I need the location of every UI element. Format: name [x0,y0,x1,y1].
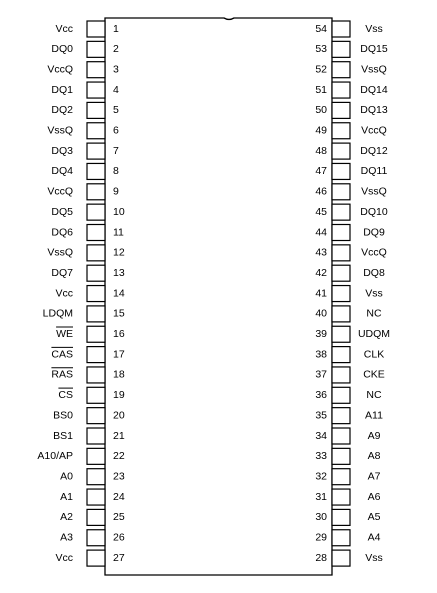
pin-label-right: A11 [365,409,383,422]
pin-label-left: DQ6 [51,226,73,239]
pin-label-left: VccQ [47,63,73,76]
pin-label-right: NC [366,307,382,320]
pin-label-left: A1 [60,490,73,503]
pin-label-right: A9 [367,429,381,442]
pin-label-left: DQ2 [51,104,73,117]
pin-number-left: 15 [113,307,125,320]
pin-pad-left [87,184,105,200]
pin-label-right: DQ13 [360,104,388,117]
pin-label-right: VssQ [361,63,387,76]
pin-pad-left [87,225,105,241]
ic-body [105,18,332,575]
pin-number-left: 12 [113,246,125,259]
pin-label-left: VccQ [47,185,73,198]
pin-pad-left [87,509,105,525]
pin-number-left: 19 [113,389,125,402]
pin-number-right: 35 [315,409,327,422]
pin-number-right: 46 [315,185,327,198]
pin-label-left: DQ5 [51,205,73,218]
pin-pad-left [87,265,105,281]
pin-pad-right [332,123,350,139]
pin-label-left: LDQM [42,307,73,320]
pin-label-left: A0 [60,470,73,483]
pin-label-right: CLK [363,348,385,361]
pin-label-right: Vss [365,287,383,300]
pin-pad-left [87,62,105,78]
pin-label-left: DQ3 [51,144,73,157]
pin-label-right: DQ14 [360,83,388,96]
pin-number-left: 13 [113,266,125,279]
pin-pad-right [332,387,350,403]
pin-label-left: CS [58,389,73,402]
pin-label-right: A8 [367,450,381,463]
pin-pad-right [332,469,350,485]
pin-number-left: 10 [113,205,125,218]
pin-number-left: 22 [113,450,125,463]
pin-pad-right [332,530,350,546]
pin-number-right: 29 [315,531,327,544]
pin-number-left: 24 [113,490,125,503]
pin-pad-left [87,489,105,505]
pin-pad-left [87,530,105,546]
pin-label-left: Vcc [55,287,73,300]
pin-pad-left [87,448,105,464]
pin-number-right: 48 [315,144,327,157]
pin-pad-left [87,123,105,139]
pin-pad-left [87,245,105,261]
pin-pad-right [332,326,350,342]
pin-label-right: A7 [367,470,381,483]
pin-pad-right [332,41,350,57]
pin-pad-right [332,143,350,159]
pin-pad-right [332,286,350,302]
pin-number-right: 36 [315,389,327,402]
pin-label-left: WE [56,328,73,341]
pin-label-right: DQ8 [363,266,385,279]
pin-number-left: 3 [113,63,119,76]
pin-pad-right [332,509,350,525]
pin-number-left: 9 [113,185,119,198]
pin-label-right: CKE [363,368,385,381]
pin-number-right: 31 [315,490,327,503]
pin-pad-left [87,143,105,159]
pin-number-left: 21 [113,429,125,442]
pin-label-right: VccQ [361,124,387,137]
pin-number-right: 32 [315,470,327,483]
pin-pad-right [332,428,350,444]
pin-label-right: A6 [367,490,381,503]
pin-label-right: UDQM [357,328,391,341]
pin-pad-left [87,428,105,444]
pin-pad-right [332,448,350,464]
pin-label-right: Vss [365,22,383,35]
pin-number-left: 27 [113,551,125,564]
pin-label-left: CAS [51,348,73,361]
pin-number-left: 7 [113,144,119,157]
pin-number-right: 30 [315,511,327,524]
pin-number-left: 16 [113,328,125,341]
pin-number-left: 14 [113,287,125,300]
pin-number-left: 26 [113,531,125,544]
pin-pad-left [87,387,105,403]
pin-number-left: 23 [113,470,125,483]
pin-number-left: 17 [113,348,125,361]
pin-label-right: NC [366,389,382,402]
pin-label-left: BS1 [53,429,73,442]
pin-number-right: 45 [315,205,327,218]
pin-number-right: 34 [315,429,327,442]
pin-pad-left [87,326,105,342]
pin-label-right: VssQ [361,185,387,198]
pin-number-right: 47 [315,165,327,178]
pin-pad-left [87,469,105,485]
pin-pad-right [332,245,350,261]
pin-label-left: A3 [60,531,73,544]
pin-number-left: 8 [113,165,119,178]
pin-pad-right [332,408,350,424]
pin-number-right: 54 [315,22,327,35]
pin-label-left: Vcc [55,551,73,564]
pin-label-right: DQ11 [360,165,388,178]
pin-label-right: DQ10 [360,205,388,218]
pin-label-left: VssQ [47,246,73,259]
pin-pad-left [87,347,105,363]
pin-number-left: 11 [113,226,124,239]
pin-label-right: DQ12 [360,144,388,157]
pin-number-right: 28 [315,551,327,564]
pin-pad-right [332,550,350,566]
pin-pad-right [332,62,350,78]
pin-pad-right [332,21,350,37]
pin-number-left: 25 [113,511,125,524]
pin-number-right: 40 [315,307,327,320]
pin-number-right: 42 [315,266,327,279]
pin-number-left: 5 [113,104,119,117]
pin-pad-left [87,163,105,179]
pin-number-right: 43 [315,246,327,259]
pin-number-right: 49 [315,124,327,137]
pin-number-right: 44 [315,226,327,239]
pin-label-left: A10/AP [37,450,73,463]
pin-pad-right [332,367,350,383]
pin-number-right: 33 [315,450,327,463]
pin-pad-right [332,265,350,281]
pin-pad-left [87,102,105,118]
pin-pad-right [332,102,350,118]
pin-pad-right [332,163,350,179]
pin-pad-right [332,347,350,363]
pin-pad-left [87,204,105,220]
pin-label-right: A4 [367,531,381,544]
pin-label-left: DQ7 [51,266,73,279]
pin-label-right: A5 [367,511,381,524]
pin-label-left: RAS [51,368,73,381]
pin-pad-left [87,21,105,37]
pin-label-left: DQ0 [51,43,73,56]
pin-pad-left [87,82,105,98]
pin-pad-left [87,306,105,322]
pin-label-right: VccQ [361,246,387,259]
pin-pad-left [87,408,105,424]
pin-pad-left [87,367,105,383]
pin-pad-right [332,204,350,220]
pin-label-left: A2 [60,511,73,524]
pin-number-right: 53 [315,43,327,56]
pin-pad-left [87,550,105,566]
pin-label-left: VssQ [47,124,73,137]
pin-label-left: DQ4 [51,165,73,178]
pin-pad-right [332,225,350,241]
pin-pad-right [332,184,350,200]
pin-label-left: DQ1 [51,83,73,96]
pin-number-right: 52 [315,63,327,76]
pin-number-right: 39 [315,328,327,341]
pin-number-right: 38 [315,348,327,361]
pin-number-right: 37 [315,368,327,381]
pin-pad-right [332,489,350,505]
pin-pad-left [87,286,105,302]
pin-label-left: Vcc [55,22,73,35]
pin-number-left: 2 [113,43,119,56]
pin-label-right: DQ9 [363,226,385,239]
pin-label-right: Vss [365,551,383,564]
pin-number-right: 51 [315,83,327,96]
pin-pad-right [332,82,350,98]
pin-number-left: 4 [113,83,119,96]
pin-label-right: DQ15 [360,43,388,56]
pin-number-left: 20 [113,409,125,422]
pin-number-left: 1 [113,22,119,35]
pin-number-right: 50 [315,104,327,117]
pin-pad-right [332,306,350,322]
pin-number-right: 41 [315,287,327,300]
pin-pad-left [87,41,105,57]
pin-label-left: BS0 [53,409,73,422]
pin-number-left: 6 [113,124,119,137]
pin-number-left: 18 [113,368,125,381]
